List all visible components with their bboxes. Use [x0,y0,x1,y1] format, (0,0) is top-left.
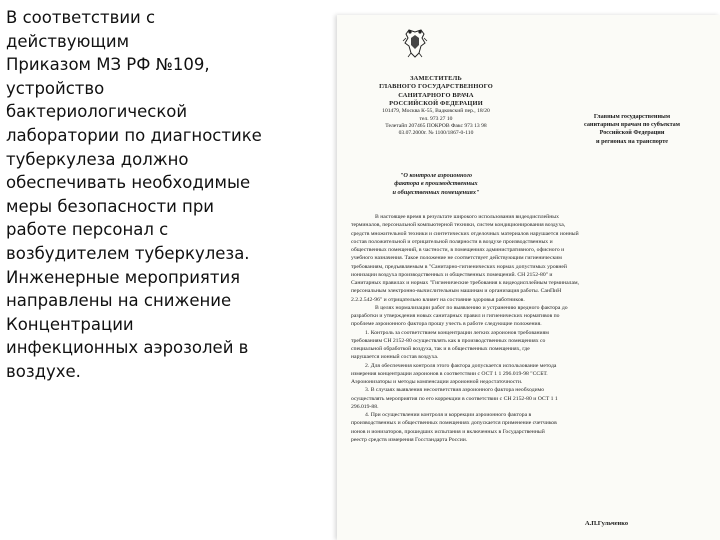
text-line: инфекционных аэрозолей в [6,338,249,358]
body-line: 296.019-88. [351,403,379,410]
body-line: В целях нормализации работ по выявлению и устранению вредного фактора до [375,304,568,311]
sender-title-line: ЗАМЕСТИТЕЛЬ [410,75,462,82]
recipient-line: Главным государственным [593,113,671,120]
body-line: Санитарных правилах и нормах "Гигиенические требования к видеодисплейным терминалам, [351,280,580,286]
body-line: производственных и общественных помещениях допускается применение счетчиков [351,420,557,427]
text-line: действующим [6,31,130,51]
text-line: туберкулеза должно [6,149,189,169]
coat-of-arms-icon [402,29,428,59]
recipient-line: Российской Федерации [599,129,665,137]
sender-title-line: САНИТАРНОГО ВРАЧА [398,91,474,99]
body-line: Аэроионизаторы и методы компенсации аэроионной недостаточности. [351,379,523,385]
sender-title-line: ГЛАВНОГО ГОСУДАРСТВЕННОГО [379,83,493,91]
body-line: средств множительной техники и синтетических отделочных материалов нарушается ионный [351,230,579,237]
document-subject [351,172,521,197]
body-line: измерения концентрации аэроионов в соответствии с ОСТ 1 1 296.019-98 "ССБТ. [351,370,548,377]
text-line: воздухе. [6,361,81,381]
body-line: 1. Контроль за соответствием концентрации легких аэроионов требованиям [365,329,549,336]
body-line: нарушается ионный состав воздуха. [351,354,439,361]
body-line: общественных помещений, в частности, в помещениях административного, офисного и [351,247,565,253]
body-line: проблеме аэроионного фактора прошу учесть в работе следующие положения. [351,321,542,328]
recipient-line: и регионах на транспорте [595,137,669,145]
text-line: направлены на снижение [6,291,232,311]
body-line: осуществлять мероприятия по его коррекции в соответствии с СН 2152-80 и ОСТ 1 1 [351,395,558,402]
body-line: требованиям, предъявляемым в "Санитарно-гигиенических нормах допустимых уровней [351,263,567,270]
text-line: лаборатории по диагностике [6,125,262,145]
text-line: возбудителем туберкулеза. [6,243,250,263]
body-line: терминалов, персональной компьютерной техники, систем кондиционирования воздуха, [351,222,566,229]
body-line: 3. В случаях выявления несоответствия аэроионного фактора необходимо [365,387,545,394]
body-line: 2.2.2.542-96" и отрицательно влияет на состояние здоровья работников. [351,296,525,303]
body-line: реестр средств измерения Госстандарта России. [351,436,468,443]
subject-line: "О контроле аэроионного [399,172,473,179]
subject-line: фактора в производственных [394,180,478,188]
text-line: Инженерные мероприятия [6,267,241,287]
body-line: разработки и утверждения новых санитарных правил и гигиенических нормативов по [351,313,560,319]
body-line: ионизации воздуха производственных и общественных помещений. СН 2152-80" и [351,271,553,278]
body-line: требованиям СН 2152-80 осуществлять как в производственных помещениях со [351,337,546,344]
body-line: ионов и ионизаторов, прошедших испытания и включенных в Государственный [351,428,545,435]
sender-title-line: РОССИЙСКОЙ ФЕДЕРАЦИИ [389,99,483,107]
text-line: устройство [6,78,105,98]
sender-address-line: 03.07.2000г. № 1100/1867-0-110 [398,130,474,137]
signature: А.П.Гульченко [585,520,629,527]
sender-address-line: 101479, Москва К-55, Вадковский пер., 18/20 [382,108,490,115]
text-line: работе персонал с [6,220,169,240]
sender-address-line: тел. 973 27 10 [419,115,453,122]
body-line: специальной обработкой воздуха, так и в общественных помещениях, где [351,346,530,352]
text-line: бактериологической [6,102,188,122]
recipient-block [567,113,697,146]
body-line: 4. При осуществлении контроля и коррекции аэроионного фактора в [365,412,532,418]
text-line: Концентрации [6,314,134,334]
text-line: обеспечивать необходимые [6,173,251,193]
body-line: персональным электронно-вычислительным машинам и организация работы. СанПиН [351,288,562,295]
body-line: учебного назначения. Такое положение не соответствует действующим гигиеническим [351,255,562,262]
document-scan [337,15,720,540]
sender-address-line: Телетайп 207465 ПОКРОВ Факс 973 13 98 [385,123,487,129]
body-line: 2. Для обеспечения контроля этого фактора допускается использование метода [365,362,557,369]
sender-block [351,75,521,138]
text-line: В соответствии с [6,8,156,27]
body-line: состав положительной и отрицательной полярности в воздухе производственных и [351,238,553,245]
subject-line: и общественных помещениях" [392,188,480,196]
text-line: меры безопасности при [6,196,215,216]
recipient-line: санитарным врачам по субъектам [584,121,680,129]
slide-text [6,6,306,384]
body-line: В настоящее время в результате широкого использования видеодисплейных [375,214,559,220]
text-line: Приказом МЗ РФ №109, [6,55,210,75]
document-body [351,213,701,444]
